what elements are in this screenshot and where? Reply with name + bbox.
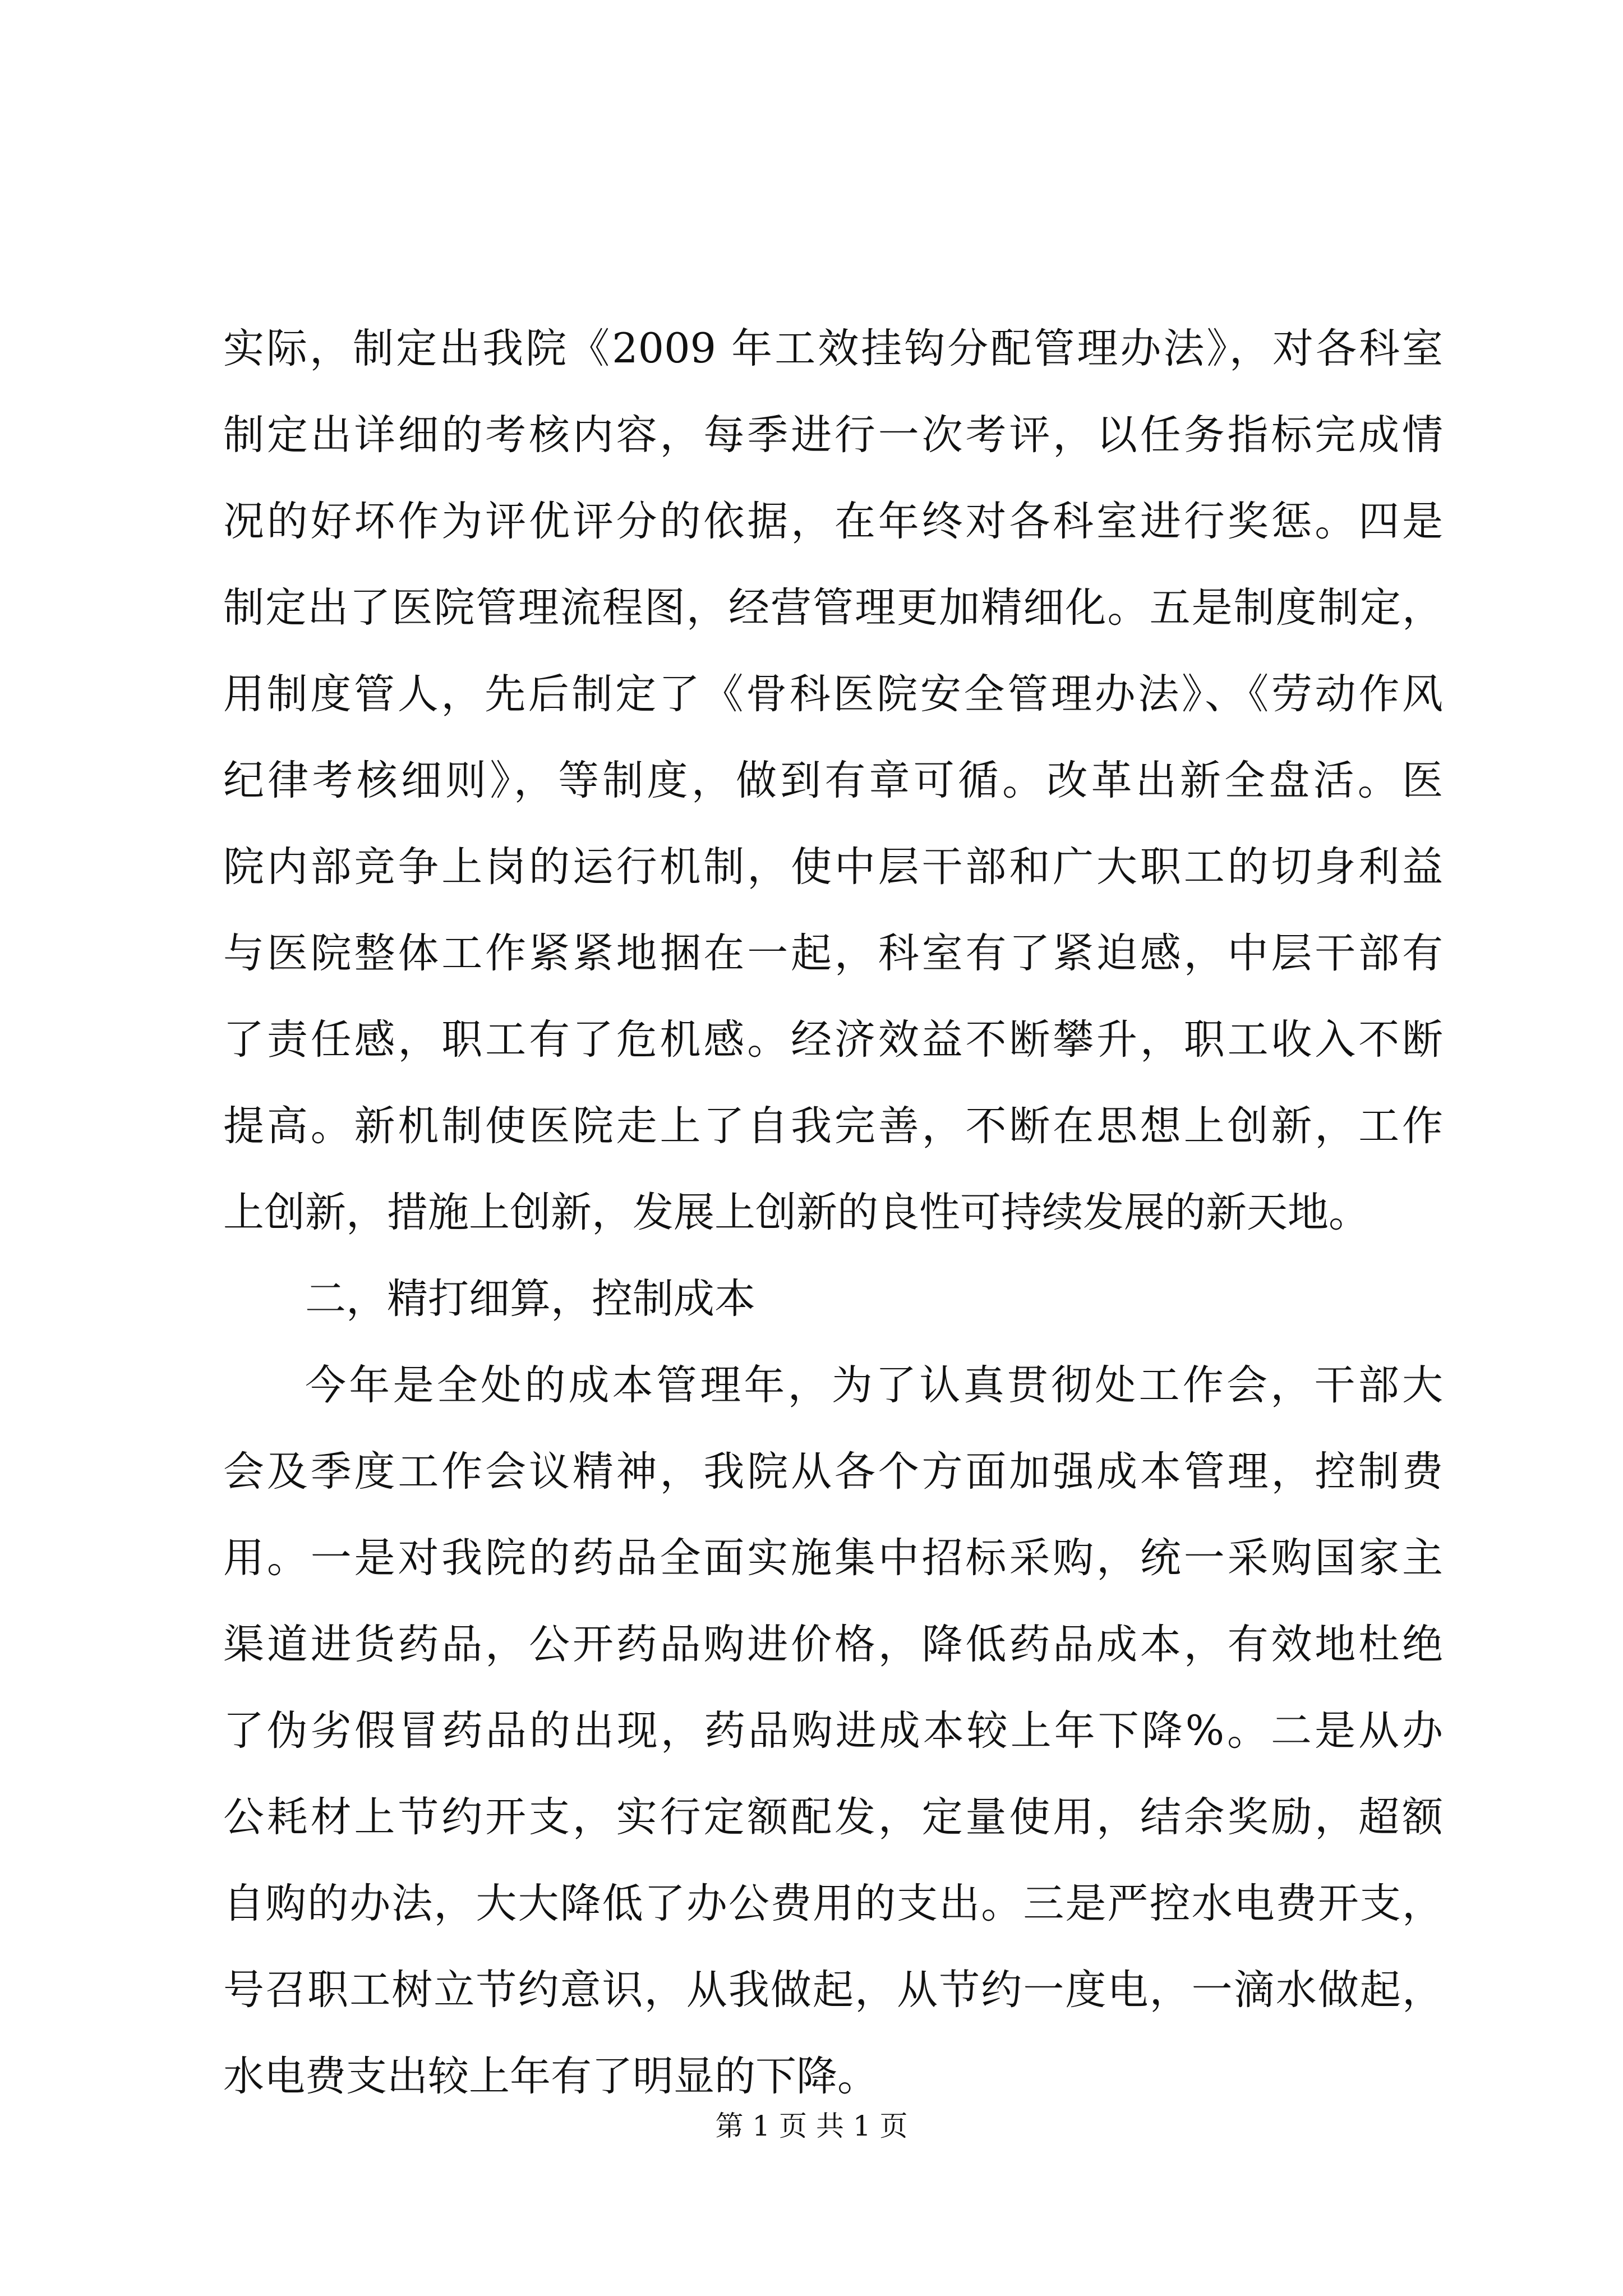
text-line: 与医院整体工作紧紧地捆在一起，科室有了紧迫感，中层干部有 (223, 930, 1443, 977)
page-number-footer: 第 1 页 共 1 页 (715, 2110, 908, 2142)
text-line: 公耗材上节约开支，实行定额配发，定量使用，结余奖励，超额 (223, 1793, 1443, 1841)
text-line: 号召职工树立节约意识，从我做起，从节约一度电，一滴水做起， (223, 1966, 1443, 2014)
text-line: 院内部竞争上岗的运行机制，使中层干部和广大职工的切身利益 (223, 843, 1443, 891)
text-line: 了伪劣假冒药品的出现，药品购进成本较上年下降%。二是从办 (223, 1707, 1443, 1755)
section-heading: 二，精打细算，控制成本 (305, 1275, 755, 1323)
text-line: 提高。新机制使医院走上了自我完善，不断在思想上创新，工作 (223, 1102, 1443, 1150)
paragraph-first-line: 今年是全处的成本管理年，为了认真贯彻处工作会，干部大 (305, 1361, 1443, 1409)
text-line: 渠道进货药品，公开药品购进价格，降低药品成本，有效地杜绝 (223, 1621, 1443, 1668)
text-line: 制定出详细的考核内容，每季进行一次考评，以任务指标完成情 (223, 411, 1443, 459)
text-line: 了责任感，职工有了危机感。经济效益不断攀升，职工收入不断 (223, 1016, 1443, 1064)
text-line: 会及季度工作会议精神，我院从各个方面加强成本管理，控制费 (223, 1448, 1443, 1496)
document-body (223, 306, 1443, 2120)
text-line: 实际，制定出我院《2009 年工效挂钩分配管理办法》，对各科室 (223, 325, 1443, 372)
text-line: 用制度管人，先后制定了《骨科医院安全管理办法》、《劳动作风 (223, 670, 1443, 718)
text-line: 制定出了医院管理流程图，经营管理更加精细化。五是制度制定， (223, 584, 1443, 632)
text-line: 水电费支出较上年有了明显的下降。 (223, 2053, 878, 2100)
text-line: 上创新，措施上创新，发展上创新的良性可持续发展的新天地。 (223, 1189, 1370, 1236)
text-line: 况的好坏作为评优评分的依据，在年终对各科室进行奖惩。四是 (223, 498, 1443, 545)
text-line: 纪律考核细则》，等制度，做到有章可循。改革出新全盘活。医 (223, 757, 1443, 804)
text-line: 自购的办法，大大降低了办公费用的支出。三是严控水电费开支， (223, 1880, 1443, 1927)
text-line: 用。一是对我院的药品全面实施集中招标采购，统一采购国家主 (223, 1534, 1443, 1582)
